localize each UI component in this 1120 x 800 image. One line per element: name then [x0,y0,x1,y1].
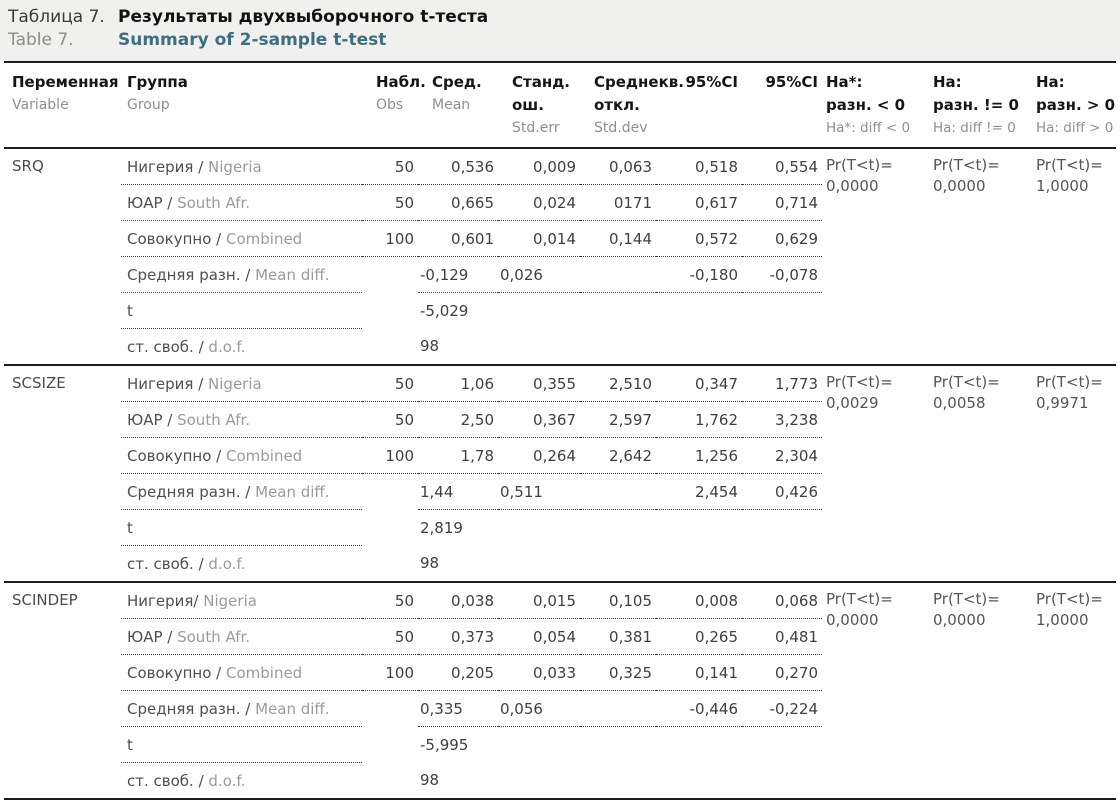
group-ru: Совокупно / [127,663,222,682]
p-value: 0,0000 [933,611,986,629]
p-value: 0,0000 [826,611,879,629]
stderr-cell: 0,024 [498,185,580,221]
header-en: Std.err [512,120,560,136]
ci-upper-cell: -0,224 [742,691,822,727]
t-value-cell: 2,819 [420,518,463,537]
p-label: Pr(T<t)= [1036,156,1103,174]
t-label: t [127,518,133,537]
ci-lower-cell: 0,572 [656,221,742,257]
table-title-en: Summary of 2-sample t-test [118,30,387,50]
header-ru: Сред. [432,73,482,91]
p-label: Pr(T<t)= [826,373,893,391]
ci-upper-cell: 0,481 [742,619,822,655]
group-ru: Совокупно / [127,229,222,248]
group-cell [121,474,362,510]
dof-ru: ст. своб. / [127,337,204,356]
col-header-variable [4,62,121,148]
t-label-cell [121,510,362,546]
mean-cell: 1,06 [418,365,498,402]
group-cell [121,257,362,293]
table-row [4,365,1116,402]
table-title-ru: Результаты двухвыборочного t-теста [118,7,489,27]
group-cell [121,402,362,438]
ci-lower-cell: 2,454 [656,474,742,510]
dof-ru: ст. своб. / [127,554,204,573]
header-en: Ha: diff != 0 [933,120,1016,136]
table-header [4,62,1116,148]
group-cell [121,655,362,691]
p-value: 0,9971 [1036,394,1089,412]
dof-label-cell [121,763,362,800]
header-en: Group [127,97,170,113]
header-ru: ош. [512,96,544,114]
ci-upper-cell: 0,554 [742,148,822,185]
mean-cell: 0,373 [418,619,498,655]
ci-lower-cell: 0,518 [656,148,742,185]
group-cell [121,438,362,474]
dof-value-cell: 98 [420,337,440,356]
t-label-cell [121,293,362,329]
ci-lower-cell: 1,256 [656,438,742,474]
t-test-table [4,61,1116,800]
group-cell [121,221,362,257]
dof-label-cell [121,546,362,583]
stddev-cell: 2,642 [580,438,656,474]
group-en: Nigeria [208,157,262,176]
t-value-cell: -5,995 [420,735,469,754]
ci-lower-cell: 0,617 [656,185,742,221]
variable-block-scsize [4,365,1116,582]
ci-upper-cell: 0,068 [742,582,822,619]
p-label: Pr(T<t)= [933,590,1000,608]
stderr-cell: 0,355 [498,365,580,402]
p-label: Pr(T<t)= [826,590,893,608]
variable-block-scindep [4,582,1116,799]
stddev-cell [580,257,656,293]
variable-name: SCSIZE [12,374,66,392]
mean-cell: 0,038 [418,582,498,619]
group-en: Combined [226,229,303,248]
col-header-ha-diff-ne-0 [929,62,1032,148]
dof-en: d.o.f. [208,554,246,573]
p-label: Pr(T<t)= [933,156,1000,174]
stddev-cell: 0171 [580,185,656,221]
ci-upper-cell: 0,714 [742,185,822,221]
stderr-cell: 0,015 [498,582,580,619]
group-ru: Средняя разн. / [127,265,251,284]
stddev-cell: 0,105 [580,582,656,619]
group-en: Mean diff. [255,482,330,501]
group-en: Nigeria [203,591,257,610]
obs-cell: 100 [362,655,418,691]
ci-lower-cell: 1,762 [656,402,742,438]
header-ru: На*: [826,73,863,91]
ci-upper-cell: 3,238 [742,402,822,438]
ci-lower-cell: 0,141 [656,655,742,691]
dof-label-cell [121,329,362,366]
ci-lower-cell: -0,446 [656,691,742,727]
ci-upper-cell: 0,270 [742,655,822,691]
group-ru: ЮАР / [127,410,173,429]
mean-cell: 1,44 [418,474,498,510]
group-cell [121,365,362,402]
col-header-obs [362,62,426,148]
group-ru: Средняя разн. / [127,482,251,501]
p-value-ne-cell [929,148,1032,365]
header-ru: откл. [594,96,640,114]
stddev-cell: 0,063 [580,148,656,185]
group-cell [121,185,362,221]
p-value-ne-cell [929,582,1032,799]
p-value: 0,0000 [933,177,986,195]
ci-upper-cell: 0,629 [742,221,822,257]
mean-cell: 0,601 [418,221,498,257]
caption-ru [8,6,1112,29]
group-cell [121,582,362,619]
stddev-cell: 2,510 [580,365,656,402]
obs-cell: 50 [362,619,418,655]
group-ru: Нигерия / [127,374,204,393]
stddev-cell: 0,144 [580,221,656,257]
p-label: Pr(T<t)= [1036,373,1103,391]
mean-cell: 0,665 [418,185,498,221]
stderr-cell: 0,009 [498,148,580,185]
header-ru: Станд. [512,73,571,91]
p-label: Pr(T<t)= [1036,590,1103,608]
header-ru: Переменная [12,73,119,91]
group-en: Nigeria [208,374,262,393]
obs-cell [362,474,418,510]
group-en: Mean diff. [255,265,330,284]
group-ru: ЮАР / [127,627,173,646]
header-en: Std.dev [594,120,648,136]
col-header-stddev [580,62,684,148]
stderr-cell: 0,026 [498,257,580,293]
group-en: South Afr. [177,193,251,212]
table-number-en: Table 7. [8,30,74,50]
ci-lower-cell: -0,180 [656,257,742,293]
p-label: Pr(T<t)= [933,373,1000,391]
header-ru: разн. > 0 [1036,96,1116,114]
col-header-group [121,62,362,148]
stddev-cell: 2,597 [580,402,656,438]
header-ru: Среднекв. [594,73,684,91]
stderr-cell: 0,367 [498,402,580,438]
p-value-gt-cell [1032,582,1116,799]
p-value: 0,0058 [933,394,986,412]
t-label: t [127,735,133,754]
p-value-lt-cell [822,148,929,365]
p-value-lt-cell [822,365,929,582]
p-value: 0,0000 [826,177,879,195]
group-en: Combined [226,663,303,682]
group-cell [121,148,362,185]
stddev-cell: 0,325 [580,655,656,691]
variable-name: SCINDEP [12,591,78,609]
header-ru: Группа [127,73,188,91]
header-en: Ha: diff > 0 [1036,120,1114,136]
col-header-stderr [498,62,580,148]
stderr-cell: 0,511 [498,474,580,510]
dof-en: d.o.f. [208,771,246,790]
table-row [4,148,1116,185]
group-ru: Нигерия/ [127,591,199,610]
group-cell [121,691,362,727]
dof-ru: ст. своб. / [127,771,204,790]
stderr-cell: 0,264 [498,438,580,474]
dof-value-cell: 98 [420,554,440,573]
group-en: South Afr. [177,410,251,429]
caption-en [8,29,1112,52]
obs-cell: 100 [362,221,418,257]
header-ru: разн. != 0 [933,96,1019,114]
group-ru: Нигерия / [127,157,204,176]
col-header-ha-diff-lt-0 [822,62,929,148]
stderr-cell: 0,014 [498,221,580,257]
t-label: t [127,301,133,320]
p-value-lt-cell [822,582,929,799]
obs-cell: 50 [362,365,418,402]
table-row [4,582,1116,619]
header-en: Ha*: diff < 0 [826,120,911,136]
p-value-gt-cell [1032,365,1116,582]
ci-upper-cell: -0,078 [742,257,822,293]
obs-cell: 50 [362,402,418,438]
header-row [4,62,1116,148]
ci-lower-cell: 0,265 [656,619,742,655]
caption-band [0,0,1120,61]
obs-cell: 50 [362,148,418,185]
obs-cell: 50 [362,582,418,619]
p-value-gt-cell [1032,148,1116,365]
stddev-cell [580,474,656,510]
ci-upper-cell: 2,304 [742,438,822,474]
p-value: 0,0029 [826,394,879,412]
header-en: Obs [376,97,404,113]
ci-upper-cell: 0,426 [742,474,822,510]
col-header-mean [418,62,498,148]
col-header-ha-diff-gt-0 [1032,62,1116,148]
stderr-cell: 0,056 [498,691,580,727]
mean-cell: 1,78 [418,438,498,474]
header-en: Mean [432,97,471,113]
header-ru: На: [1036,73,1065,91]
group-ru: ЮАР / [127,193,173,212]
stddev-cell: 0,381 [580,619,656,655]
ci-lower-cell: 0,347 [656,365,742,402]
ci-lower-cell: 0,008 [656,582,742,619]
obs-cell [362,691,418,727]
group-cell [121,619,362,655]
p-value: 1,0000 [1036,177,1089,195]
p-value-ne-cell [929,365,1032,582]
group-en: South Afr. [177,627,251,646]
group-en: Mean diff. [255,699,330,718]
mean-cell: 2,50 [418,402,498,438]
header-ru: 95%CI [765,73,818,91]
variable-block-srq [4,148,1116,365]
p-label: Pr(T<t)= [826,156,893,174]
col-header-ci-upper [742,62,822,148]
group-en: Combined [226,446,303,465]
group-ru: Совокупно / [127,446,222,465]
mean-cell: 0,335 [418,691,498,727]
dof-value-cell: 98 [420,771,440,790]
p-value: 1,0000 [1036,611,1089,629]
ci-upper-cell: 1,773 [742,365,822,402]
header-ru: Набл. [376,73,426,91]
variable-name: SRQ [12,157,44,175]
mean-cell: 0,536 [418,148,498,185]
obs-cell: 100 [362,438,418,474]
table-number-ru: Таблица 7. [8,7,105,27]
obs-cell: 50 [362,185,418,221]
stderr-cell: 0,033 [498,655,580,691]
dof-en: d.o.f. [208,337,246,356]
mean-cell: 0,205 [418,655,498,691]
t-value-cell: -5,029 [420,301,469,320]
obs-cell [362,257,418,293]
stddev-cell [580,691,656,727]
header-ru: разн. < 0 [826,96,906,114]
header-ru: 95%CI [685,73,738,91]
stderr-cell: 0,054 [498,619,580,655]
header-en: Variable [12,97,69,113]
header-ru: На: [933,73,962,91]
group-ru: Средняя разн. / [127,699,251,718]
mean-cell: -0,129 [418,257,498,293]
